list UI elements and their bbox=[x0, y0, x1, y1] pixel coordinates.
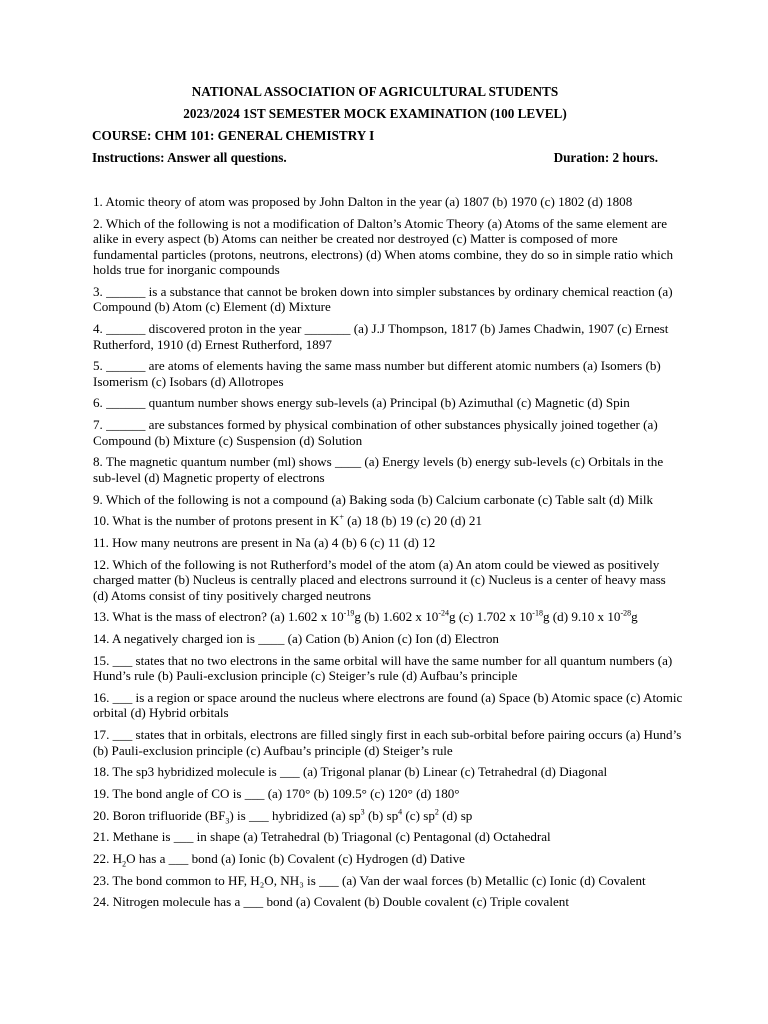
question-9: 9. Which of the following is not a compound (a) Baking soda (b) Calcium carbonate (c) Table salt (d) Milk bbox=[93, 491, 654, 507]
q13-exp-3: -18 bbox=[532, 608, 543, 618]
course-title: COURSE: CHM 101: GENERAL CHEMISTRY I bbox=[92, 128, 375, 143]
association-title: NATIONAL ASSOCIATION OF AGRICULTURAL STUDENTS bbox=[191, 84, 559, 99]
q13-text-3: g (c) 1.702 x 10 bbox=[449, 609, 533, 625]
question-21: 21. Methane is ___ in shape (a) Tetrahedral (b) Triagonal (c) Pentagonal (d) Octahedral bbox=[93, 829, 551, 845]
question-11: 11. How many neutrons are present in Na (a) 4 (b) 6 (c) 11 (d) 12 bbox=[93, 534, 436, 550]
q20-text-1: 20. Boron trifluoride (BF bbox=[93, 807, 226, 823]
q22-text-1: 22. H bbox=[93, 850, 123, 866]
question-5: 5. ______ are atoms of elements having the same mass number but different atomic numbers (a) Isomers (b) Isomerism (c) Isobars (d) Allotropes bbox=[93, 358, 661, 389]
question-4: 4. ______ discovered proton in the year _______ (a) J.J Thompson, 1817 (b) James Chadwin, 1907 (c) Ernest Rutherford, 1910 (d) Ernest Rutherford, 1897 bbox=[93, 321, 669, 352]
q20-text-2: ) is ___ hybridized (a) sp bbox=[229, 807, 361, 823]
instructions-row bbox=[92, 151, 658, 165]
question-list bbox=[93, 194, 683, 916]
q20-text-4: (c) sp bbox=[402, 807, 435, 823]
q13-text-2: g (b) 1.602 x 10 bbox=[354, 609, 439, 625]
question-12: 12. Which of the following is not Rutherford’s model of the atom (a) An atom could be viewed as positively charged matter (b) Nucleus is centrally placed and electrons surround it (c) Nucleus is a center of heavy mass (d) Atoms consist of tiny positively charged neutrons bbox=[93, 556, 666, 603]
q20-text-3: (b) sp bbox=[364, 807, 399, 823]
q20-subscript: 3 bbox=[225, 816, 230, 826]
q22-subscript: 2 bbox=[122, 859, 127, 869]
question-10 bbox=[93, 513, 683, 529]
question-23: 23. The bond common to HF, H₂O, NH₃ is ___ (a) Van der waal forces (b) Metallic (c) Ionic (d) Covalent bbox=[93, 872, 646, 888]
question-16: 16. ___ is a region or space around the nucleus where electrons are found (a) Space (b) Atomic space (c) Atomic orbital (d) Hybrid orbitals bbox=[93, 689, 683, 721]
question-2: 2. Which of the following is not a modification of Dalton’s Atomic Theory (a) Atoms of the same element are alike in every aspect (b) Atoms can neither be created nor destroyed (c) Matter is composed of more fundamental particles (protons, neutrons, electrons) (d) When atoms combine, they do so in simple ratio which holds true for inorganic compounds bbox=[93, 215, 674, 278]
question-3: 3. ______ is a substance that cannot be broken down into simpler substances by ordinary chemical reaction (a) Compound (b) Atom (c) Element (d) Mixture bbox=[93, 283, 673, 315]
q20-exp-3: 2 bbox=[434, 807, 439, 817]
instructions-text: Instructions: Answer all questions. bbox=[92, 150, 287, 165]
question-7: 7. ______ are substances formed by physical combination of other substances physically joined together (a) Compound (b) Mixture (c) Suspension (d) Solution bbox=[93, 417, 658, 448]
question-22 bbox=[93, 851, 683, 867]
question-14: 14. A negatively charged ion is ____ (a) Cation (b) Anion (c) Ion (d) Electron bbox=[93, 630, 499, 646]
question-6: 6. ______ quantum number shows energy sub-levels (a) Principal (b) Azimuthal (c) Magnetic (d) Spin bbox=[93, 395, 630, 411]
question-18: 18. The sp3 hybridized molecule is ___ (a) Trigonal planar (b) Linear (c) Tetrahedral (d) Diagonal bbox=[93, 764, 608, 780]
q10-text-a: 10. What is the number of protons present in K bbox=[93, 513, 340, 529]
question-24: 24. Nitrogen molecule has a ___ bond (a) Covalent (b) Double covalent (c) Triple covalent bbox=[93, 894, 569, 910]
q22-text-2: O has a ___ bond (a) Ionic (b) Covalent (c) Hydrogen (d) Dative bbox=[126, 850, 465, 866]
question-8: 8. The magnetic quantum number (ml) shows ____ (a) Energy levels (b) energy sub-levels (c) Orbitals in the sub-level (d) Magnetic property of electrons bbox=[93, 454, 664, 485]
q20-text-5: (d) sp bbox=[438, 807, 473, 823]
question-20 bbox=[93, 808, 683, 824]
q13-exp-1: -19 bbox=[343, 608, 355, 618]
q20-exp-2: 4 bbox=[398, 807, 403, 817]
duration-text: Duration: 2 hours. bbox=[553, 150, 658, 165]
q13-text-5: g bbox=[631, 609, 638, 625]
question-1: 1. Atomic theory of atom was proposed by John Dalton in the year (a) 1807 (b) 1970 (c) 1802 (d) 1808 bbox=[93, 194, 633, 209]
q10-text-b: (a) 18 (b) 19 (c) 20 (d) 21 bbox=[343, 513, 483, 529]
question-19: 19. The bond angle of CO is ___ (a) 170° (b) 109.5° (c) 120° (d) 180° bbox=[93, 785, 460, 801]
question-17: 17. ___ states that in orbitals, electrons are filled singly first in each sub-orbital before pairing occurs (a) Hund’s (b) Pauli-exclusion principle (c) Aufbau’s principle (d) Steiger’s rule bbox=[93, 727, 682, 758]
exam-title: 2023/2024 1ST SEMESTER MOCK EXAMINATION (100 LEVEL) bbox=[183, 106, 567, 121]
question-13 bbox=[93, 609, 683, 625]
q13-text-1: 13. What is the mass of electron? (a) 1.602 x 10 bbox=[93, 609, 344, 625]
q20-exp-1: 3 bbox=[360, 807, 365, 817]
q13-exp-4: -28 bbox=[620, 608, 632, 618]
exam-header bbox=[92, 85, 658, 165]
q13-text-4: g (d) 9.10 x 10 bbox=[542, 609, 621, 625]
question-15: 15. ___ states that no two electrons in the same orbital will have the same number for all quantum numbers (a) Hund’s rule (b) Pauli-exclusion principle (c) Steiger’s rule (d) Aufbau’s principle bbox=[93, 652, 673, 684]
q13-exp-2: -24 bbox=[438, 608, 450, 618]
q10-superscript: + bbox=[339, 512, 344, 522]
